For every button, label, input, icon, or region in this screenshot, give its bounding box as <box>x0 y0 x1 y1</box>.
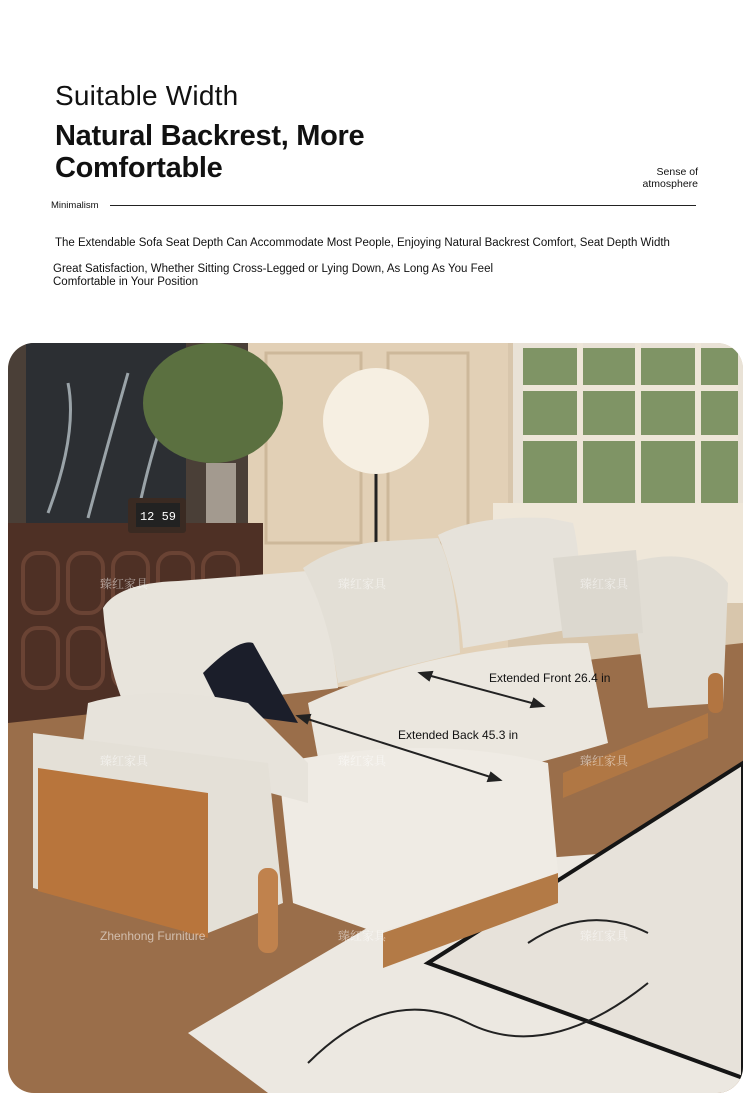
sense-of-atmosphere-label <box>643 166 698 190</box>
sofa-scene <box>8 343 743 1093</box>
window-greenery <box>523 348 738 503</box>
left-front-leg <box>258 868 278 953</box>
watermark-4: 臻红家具 <box>100 754 149 768</box>
watermark-2: 臻红家具 <box>338 577 387 591</box>
headline: Natural Backrest, More Comfortable <box>55 120 365 184</box>
clock-time: 12 59 <box>139 510 177 524</box>
right-leg <box>708 673 723 713</box>
extended-back-label: Extended Back 45.3 in <box>398 728 519 742</box>
watermark-8: 臻红家具 <box>338 929 387 943</box>
sofa-product-photo <box>8 343 743 1093</box>
watermark-3: 臻红家具 <box>580 577 629 591</box>
section-subtitle: Suitable Width <box>55 80 239 111</box>
paragraph-2-line-2: Comfortable in Your Position <box>53 276 199 288</box>
watermark-5: 臻红家具 <box>338 754 387 768</box>
watermark-7: Zhenhong Furniture <box>100 929 206 943</box>
description-paragraph-1: The Extendable Sofa Seat Depth Can Accommodate Most People, Enjoying Natural Backrest Comfort, Seat Depth Width <box>55 237 670 249</box>
watermark-9: 臻红家具 <box>580 929 629 943</box>
divider-line <box>110 205 696 206</box>
watermark-6: 臻红家具 <box>580 754 629 768</box>
sense-line-2: atmosphere <box>642 178 698 190</box>
sense-line-1: Sense of <box>656 166 698 178</box>
minimalism-label: Minimalism <box>51 200 99 211</box>
throw-pillow-light <box>553 550 643 638</box>
description-paragraph-2 <box>53 263 573 289</box>
plant-vase <box>206 463 236 523</box>
plant-foliage <box>143 343 283 463</box>
extended-front-label: Extended Front 26.4 in <box>489 671 611 685</box>
paragraph-2-line-1: Great Satisfaction, Whether Sitting Cross-Legged or Lying Down, As Long As You Feel <box>53 263 494 275</box>
paper-lantern-lamp <box>323 368 429 474</box>
watermark-1: 臻红家具 <box>100 577 149 591</box>
